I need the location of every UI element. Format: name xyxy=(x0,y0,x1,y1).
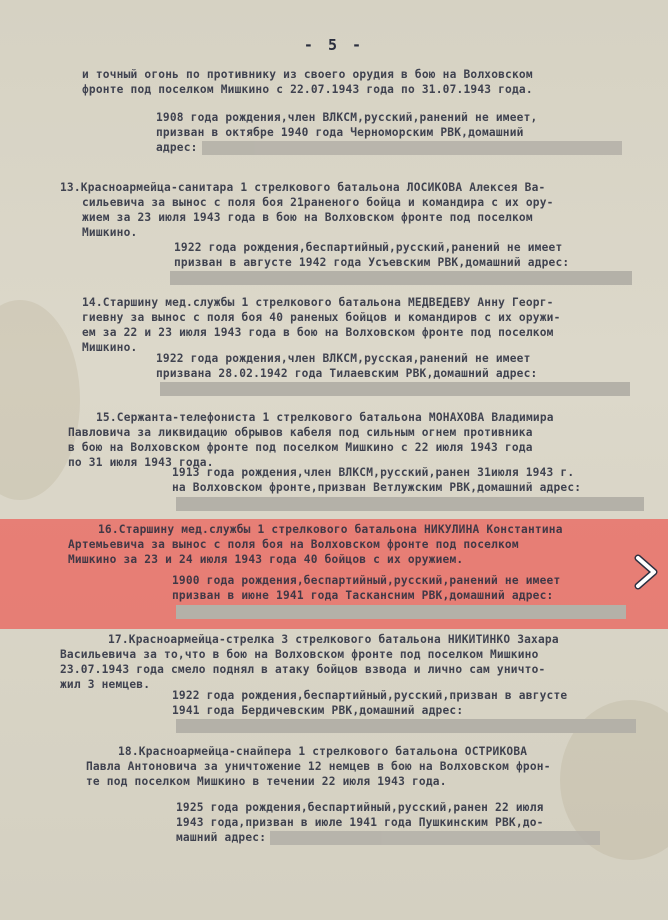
text-line: 17.Красноармейца-стрелка 3 стрелкового батальона НИКИТИНКО Захара xyxy=(108,633,559,646)
paper-stain xyxy=(0,300,80,500)
redacted-address xyxy=(176,605,626,619)
text-line: Павловича за ликвидацию обрывов кабеля под сильным огнем противника xyxy=(68,426,533,439)
redacted-address xyxy=(202,141,622,155)
page-number: - 5 - xyxy=(303,36,365,54)
text-line: по 31 июля 1943 года. xyxy=(68,456,214,469)
text-line: на Волховском фронте,призван Ветлужским РВК,домашний адрес: xyxy=(172,481,582,494)
text-line: жил 3 немцев. xyxy=(60,678,151,691)
redacted-address xyxy=(270,831,600,845)
text-line: в бою на Волховском фронте под поселком Мишкино с 22 июля 1943 года xyxy=(68,441,533,454)
text-line: 14.Старшину мед.службы 1 стрелкового батальона МЕДВЕДЕВУ Анну Георг- xyxy=(82,296,554,309)
next-page-button[interactable] xyxy=(628,552,664,592)
text-line: призван в июне 1941 года Таскансним РВК,домашний адрес: xyxy=(172,589,554,602)
text-line: 1941 года Бердичевским РВК,домашний адрес: xyxy=(172,704,464,717)
text-line: Артемьевича за вынос с поля боя на Волховском фронте под поселком xyxy=(68,538,519,551)
address-line: машний адрес: xyxy=(176,831,600,845)
text-line: Павла Антоновича за уничтожение 12 немцев в бою на Волховском фрон- xyxy=(86,760,551,773)
redacted-address xyxy=(160,382,630,396)
text-line: 1922 года рождения,беспартийный,русский,призван в августе xyxy=(172,689,568,702)
text-line: 23.07.1943 года смело поднял в атаку бойцов взвода и лично сам уничто- xyxy=(60,663,546,676)
text-line: сильевича за вынос с поля боя 21раненого бойца и командира с их ору- xyxy=(82,196,554,209)
address-line: адрес: xyxy=(156,141,622,155)
text-line: 18.Красноармейца-снайпера 1 стрелкового батальона ОСТРИКОВА xyxy=(118,745,528,758)
text-line: Мишкино. xyxy=(82,226,138,239)
text-line: призван в августе 1942 года Усъевским РВК,домашний адрес: xyxy=(174,256,570,269)
text-line: 13.Красноармейца-санитара 1 стрелкового батальона ЛОСИКОВА Алексея Ва- xyxy=(60,181,546,194)
text-line: 1913 года рождения,член ВЛКСМ,русский,ранен 31июля 1943 г. xyxy=(172,466,575,479)
text-line: ем за 22 и 23 июля 1943 года в бою на Волховском фронте под поселком xyxy=(82,326,554,339)
text-line: призван в октябре 1940 года Черноморским РВК,домашний xyxy=(156,126,524,139)
text-line: Мишкино за 23 и 24 июля 1943 года 40 бойцов с их оружием. xyxy=(68,553,464,566)
redacted-address xyxy=(170,271,632,285)
text-line: 1922 года рождения,беспартийный,русский,ранений не имеет xyxy=(174,241,563,254)
redacted-address xyxy=(176,497,644,511)
text-line: призвана 28.02.1942 года Тилаевским РВК,домашний адрес: xyxy=(156,367,538,380)
text-line: гиевну за вынос с поля боя 40 раненых бойцов и командиров с их оружи- xyxy=(82,311,561,324)
text-line: 1943 года,призван в июле 1941 года Пушкинским РВК,до- xyxy=(176,816,544,829)
text-line: 15.Сержанта-телефониста 1 стрелкового батальона МОНАХОВА Владимира xyxy=(96,411,554,424)
text-line: 1922 года рождения,член ВЛКСМ,русская,ранений не имеет xyxy=(156,352,531,365)
text-line: 16.Старшину мед.службы 1 стрелкового батальона НИКУЛИНА Константина xyxy=(98,523,563,536)
text-line: Мишкино. xyxy=(82,341,138,354)
chevron-right-icon xyxy=(632,554,660,590)
text-line: 1925 года рождения,беспартийный,русский,ранен 22 июля xyxy=(176,801,544,814)
text-line: те под поселком Мишкино в течении 22 июля 1943 года. xyxy=(86,775,447,788)
text-line: 1900 года рождения,беспартийный,русский,ранений не имеет xyxy=(172,574,561,587)
text-line: жием за 23 июля 1943 года в бою на Волховском фронте под поселком xyxy=(82,211,533,224)
text-line: Васильевича за то,что в бою на Волховском фронте под поселком Мишкино xyxy=(60,648,539,661)
redacted-address xyxy=(176,719,636,733)
text-line: и точный огонь по противнику из своего орудия в бою на Волховском xyxy=(82,68,533,81)
text-line: 1908 года рождения,член ВЛКСМ,русский,ранений не имеет, xyxy=(156,111,538,124)
text-line: фронте под поселком Мишкино с 22.07.1943 года по 31.07.1943 года. xyxy=(82,83,533,96)
